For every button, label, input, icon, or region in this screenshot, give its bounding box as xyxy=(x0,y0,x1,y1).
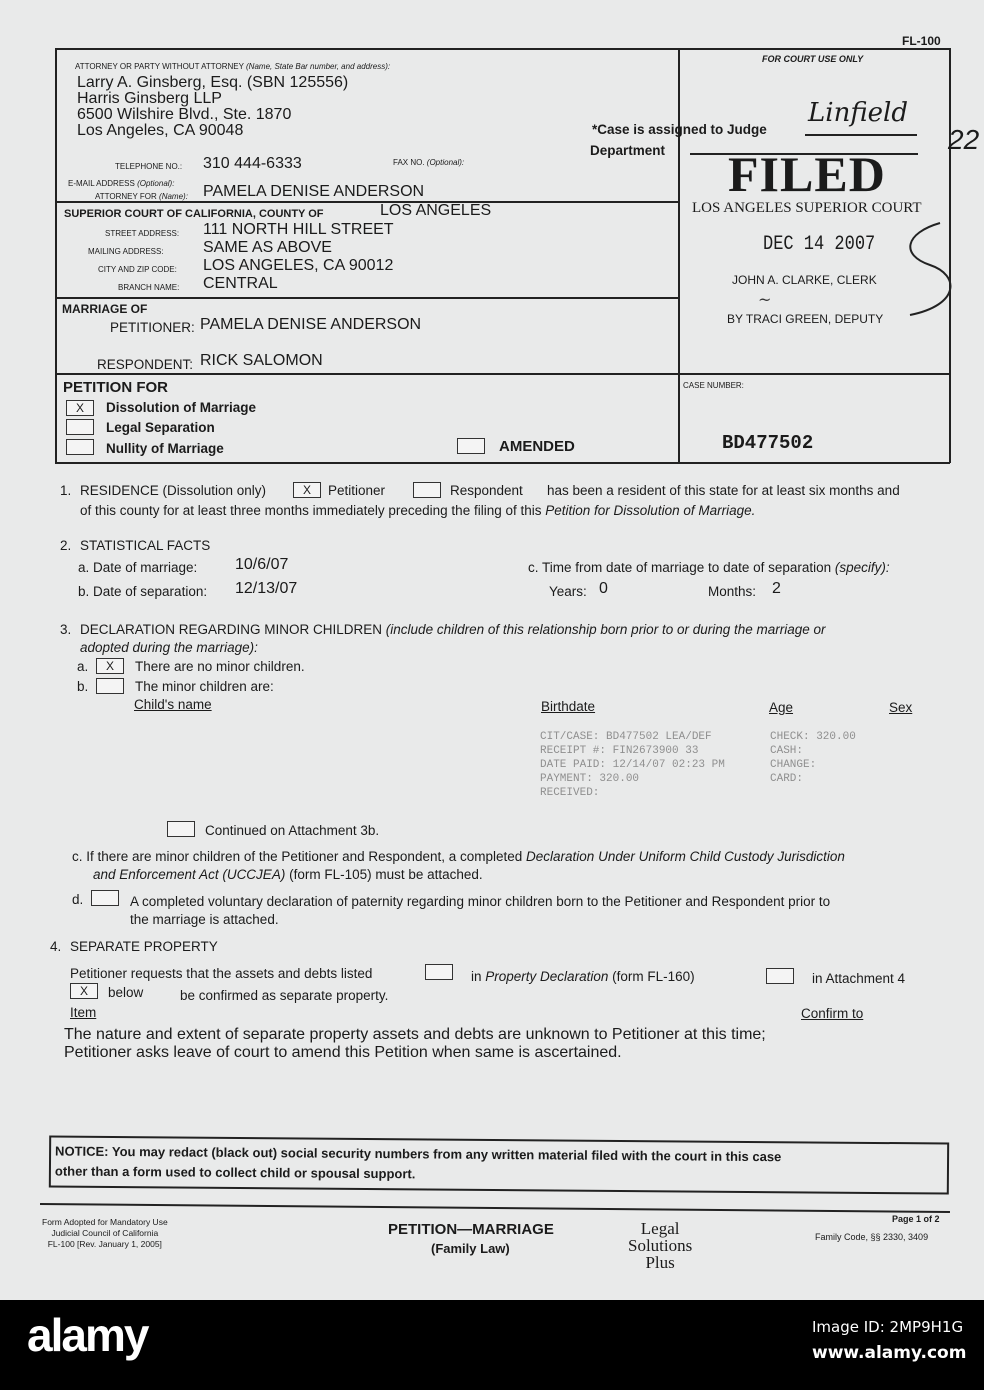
form-id: FL-100 xyxy=(902,34,941,48)
telephone-label: TELEPHONE NO.: xyxy=(115,162,183,171)
s3-title: DECLARATION REGARDING MINOR CHILDREN (include children of this relationship born prior to or during the marriage or xyxy=(80,622,826,637)
s3c-text-2: and Enforcement Act (UCCJEA) (form FL-105) must be attached. xyxy=(93,867,483,882)
paternity-checkbox[interactable] xyxy=(91,890,119,906)
marriage-date-value: 10/6/07 xyxy=(235,556,289,573)
email-label: E-MAIL ADDRESS (Optional): xyxy=(68,179,175,188)
col-sex: Sex xyxy=(889,700,913,715)
legal-separation-label: Legal Separation xyxy=(106,420,215,435)
respondent-value: RICK SALOMON xyxy=(200,352,323,369)
confirm-to-col: Confirm to xyxy=(801,1006,864,1021)
legal-separation-checkbox[interactable] xyxy=(66,419,94,435)
divider xyxy=(55,297,679,299)
years-label: Years: xyxy=(549,584,587,599)
case-number-label: CASE NUMBER: xyxy=(683,381,744,390)
separate-property-text: The nature and extent of separate property assets and debts are unknown to Petitioner at this time; Petitioner asks leave of court to amend this Petition when same is ascertained. xyxy=(64,1026,766,1061)
minor-children-label: The minor children are: xyxy=(135,679,274,694)
branch-value: CENTRAL xyxy=(203,275,278,292)
paternity-text: A completed voluntary declaration of paternity regarding minor children born to the Petitioner and Respondent prior to xyxy=(130,894,831,909)
filed-stamp: FILED xyxy=(728,146,886,202)
attachment-4-label: in Attachment 4 xyxy=(812,971,906,986)
petition-for-label: PETITION FOR xyxy=(63,379,168,396)
dissolution-label: Dissolution of Marriage xyxy=(106,400,257,415)
s4-title: SEPARATE PROPERTY xyxy=(70,939,218,954)
filed-court-name: LOS ANGELES SUPERIOR COURT xyxy=(692,200,922,216)
s1-text-b: has been a resident of this state for at least six months and xyxy=(547,483,900,498)
form-title: PETITION—MARRIAGE xyxy=(388,1221,554,1238)
property-declaration-label: in Property Declaration (form FL-160) xyxy=(471,969,695,984)
continued-attachment-checkbox[interactable] xyxy=(167,821,195,837)
years-value: 0 xyxy=(599,580,608,597)
below-label: below xyxy=(108,985,144,1000)
street-label: STREET ADDRESS: xyxy=(105,229,180,238)
branch-label: BRANCH NAME: xyxy=(118,283,180,292)
time-label: c. Time from date of marriage to date of separation (specify): xyxy=(528,560,890,575)
judge-handwritten: Linfield xyxy=(808,98,909,128)
divider xyxy=(55,48,57,463)
s3d-label: d. xyxy=(72,892,84,907)
attorney-label: ATTORNEY OR PARTY WITHOUT ATTORNEY (Name, State Bar number, and address): xyxy=(75,62,391,71)
col-age: Age xyxy=(769,700,794,715)
petitioner-label: PETITIONER: xyxy=(110,320,195,335)
s4-num: 4. xyxy=(50,939,62,954)
attorney-for-value: PAMELA DENISE ANDERSON xyxy=(203,183,425,200)
s3a-label: a. xyxy=(77,659,89,674)
residence-respondent-checkbox[interactable] xyxy=(413,482,441,498)
attorney-address: Larry A. Ginsberg, Esq. (SBN 125556) Harris Ginsberg LLP 6500 Wilshire Blvd., Ste. 1870 Los Angeles, CA 90048 xyxy=(77,74,349,139)
receipt-stamp-continued: CHECK: 320.00 CASH: CHANGE: CARD: xyxy=(770,731,856,785)
footer-divider xyxy=(40,1203,950,1212)
form-adopted: Form Adopted for Mandatory Use Judicial Council of California FL-100 [Rev. January 1, 2005] xyxy=(42,1217,168,1249)
form-subtitle: (Family Law) xyxy=(431,1241,510,1256)
s1-num: 1. xyxy=(60,483,72,498)
attorney-for-label: ATTORNEY FOR (Name): xyxy=(95,192,188,201)
mailing-value: SAME AS ABOVE xyxy=(203,239,332,256)
handwritten-s-mark xyxy=(900,215,970,325)
department-handwritten: 22 xyxy=(948,124,980,155)
s3-note: adopted during the marriage): xyxy=(80,640,258,655)
legal-solutions-logo: Legal Solutions Plus xyxy=(628,1219,693,1272)
watermark-bar xyxy=(0,1300,984,1390)
no-minor-children-label: There are no minor children. xyxy=(135,659,305,674)
divider xyxy=(55,201,679,203)
notice-box: NOTICE: You may redact (black out) social security numbers from any written material filed with the court in this case other than a form used to collect child or spousal support. xyxy=(49,1135,949,1194)
no-minor-children-checkbox[interactable]: X xyxy=(96,658,124,674)
s3b-label: b. xyxy=(77,679,89,694)
divider xyxy=(55,373,950,375)
page-number: Page 1 of 2 xyxy=(892,1214,940,1224)
deputy-signature: ~ xyxy=(758,290,772,309)
case-number-value: BD477502 xyxy=(722,432,814,454)
col-birthdate: Birthdate xyxy=(541,699,596,714)
amended-checkbox[interactable] xyxy=(457,438,485,454)
marriage-label: MARRIAGE OF xyxy=(62,302,148,316)
department-label: Department xyxy=(590,143,666,158)
divider xyxy=(55,462,950,464)
judge-line xyxy=(805,134,917,136)
image-id: Image ID: 2MP9H1G xyxy=(812,1318,964,1336)
deputy-name: BY TRACI GREEN, DEPUTY xyxy=(727,312,884,326)
city-label: CITY AND ZIP CODE: xyxy=(98,265,177,274)
city-value: LOS ANGELES, CA 90012 xyxy=(203,257,394,274)
confirmed-label: be confirmed as separate property. xyxy=(180,988,389,1003)
residence-petitioner-label: Petitioner xyxy=(328,483,386,498)
fax-label: FAX NO. (Optional): xyxy=(393,158,465,167)
assigned-label: *Case is assigned to Judge xyxy=(592,122,767,137)
s1-text: RESIDENCE (Dissolution only) xyxy=(80,483,267,498)
court-label: SUPERIOR COURT OF CALIFORNIA, COUNTY OF xyxy=(64,208,324,220)
s2-num: 2. xyxy=(60,538,72,553)
item-col: Item xyxy=(70,1005,97,1020)
alamy-logo: alamy xyxy=(27,1309,148,1361)
s1-text-c: of this county for at least three months immediately preceding the filing of this Petition for Dissolution of Marriage. xyxy=(80,503,756,518)
separation-date-label: b. Date of separation: xyxy=(78,584,208,599)
filed-date: DEC 14 2007 xyxy=(763,233,876,256)
divider xyxy=(678,48,680,463)
below-checkbox[interactable]: X xyxy=(70,983,98,999)
receipt-stamp: CIT/CASE: BD477502 LEA/DEF RECEIPT #: FIN2673900 33 DATE PAID: 12/14/07 02:23 PM PAYMENT: 320.00 RECEIVED: xyxy=(540,731,725,799)
s2-title: STATISTICAL FACTS xyxy=(80,538,211,553)
family-code: Family Code, §§ 2330, 3409 xyxy=(815,1232,929,1242)
s3-num: 3. xyxy=(60,622,72,637)
alamy-url[interactable]: www.alamy.com xyxy=(812,1343,967,1363)
street-value: 111 NORTH HILL STREET xyxy=(203,221,394,238)
telephone-value: 310 444-6333 xyxy=(203,155,302,172)
dissolution-checkbox[interactable]: X xyxy=(66,400,94,416)
nullity-label: Nullity of Marriage xyxy=(106,441,224,456)
divider xyxy=(55,48,950,50)
petitioner-value: PAMELA DENISE ANDERSON xyxy=(200,316,422,333)
respondent-label: RESPONDENT: xyxy=(97,357,194,372)
months-value: 2 xyxy=(772,580,781,597)
mailing-label: MAILING ADDRESS: xyxy=(88,247,164,256)
nullity-checkbox[interactable] xyxy=(66,439,94,455)
amended-label: AMENDED xyxy=(499,438,575,455)
continued-label: Continued on Attachment 3b. xyxy=(205,823,380,838)
attachment-4-checkbox[interactable] xyxy=(766,968,794,984)
s4-text: Petitioner requests that the assets and debts listed xyxy=(70,966,373,981)
minor-children-checkbox[interactable] xyxy=(96,678,124,694)
residence-petitioner-checkbox[interactable]: X xyxy=(293,482,321,498)
county-value: LOS ANGELES xyxy=(380,202,492,219)
court-use-label: FOR COURT USE ONLY xyxy=(762,54,864,64)
property-declaration-checkbox[interactable] xyxy=(425,964,453,980)
months-label: Months: xyxy=(708,584,757,599)
separation-date-value: 12/13/07 xyxy=(235,580,298,597)
col-child-name: Child's name xyxy=(134,697,212,712)
residence-respondent-label: Respondent xyxy=(450,483,523,498)
paternity-text-2: the marriage is attached. xyxy=(130,912,279,927)
clerk-name: JOHN A. CLARKE, CLERK xyxy=(732,273,877,287)
s3c-text: c. If there are minor children of the Petitioner and Respondent, a completed Declaration Under Uniform Child Custody Jurisdiction xyxy=(72,849,845,864)
marriage-date-label: a. Date of marriage: xyxy=(78,560,198,575)
